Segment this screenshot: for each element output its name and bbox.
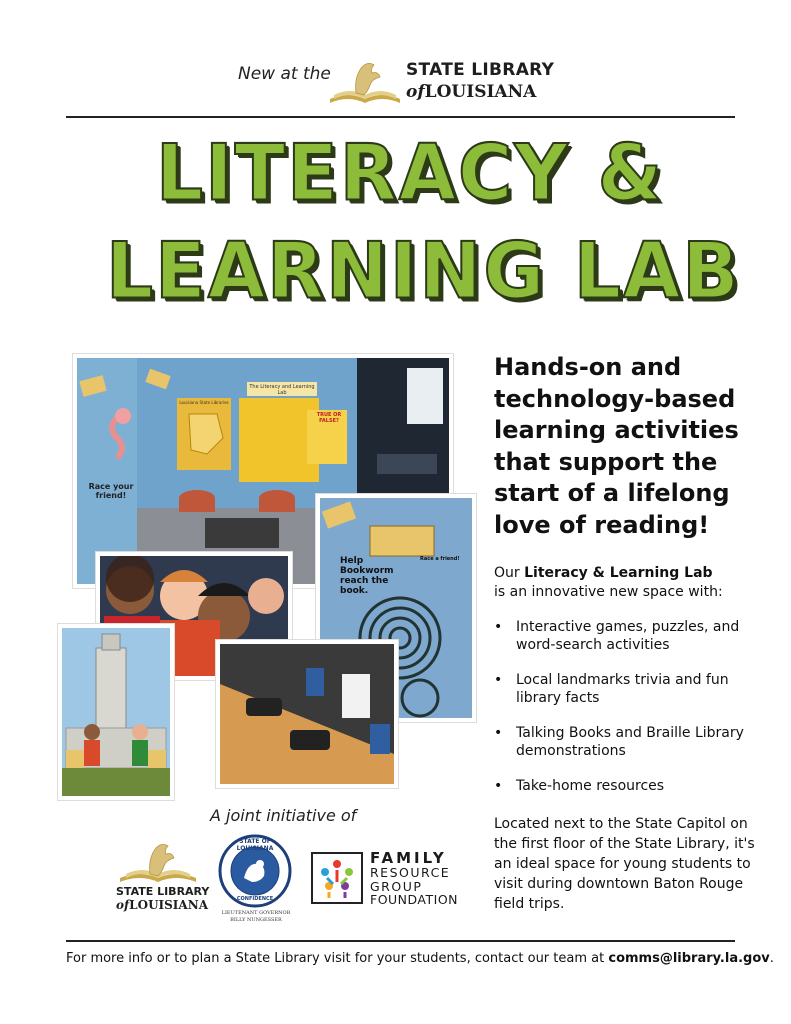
state-library-logo-icon — [116, 840, 200, 884]
title-line-1: LITERACY & — [156, 127, 665, 219]
footer-divider — [66, 940, 735, 942]
capitol-mural-photo — [58, 624, 174, 800]
header-library-name: STATE LIBRARY — [406, 60, 555, 80]
list-item: • Interactive games, puzzles, and word-search activities — [494, 618, 764, 654]
frg-name-line-2: RESOURCE — [370, 865, 451, 880]
partner-library-state: ofLOUISIANA — [116, 898, 209, 912]
seal-text-bottom: CONFIDENCE — [236, 896, 274, 902]
frg-name-line-4: FOUNDATION — [370, 892, 459, 907]
partner-library-name: STATE LIBRARY — [116, 885, 210, 898]
list-item: • Take-home resources — [494, 777, 764, 795]
lab-sign-text: The Literacy and Learning Lab — [249, 384, 315, 396]
header-divider — [66, 116, 735, 118]
seal-text-top: STATE OF LOUISIANA — [236, 838, 274, 852]
lab-name: Literacy & Learning Lab — [524, 565, 713, 581]
map-label: Louisiana State Libraries — [179, 400, 229, 405]
maze-race-text: Race a friend! — [420, 556, 460, 562]
location-text: Located next to the State Capitol on the first floor of the State Library, it's an ideal space for young students to visit during downtown Baton Rouge field trips. — [494, 816, 755, 912]
headline: Hands-on and technology-based learning activities that support the start of a lifelong love of reading! — [494, 353, 739, 539]
list-item: • Local landmarks trivia and fun library facts — [494, 671, 764, 707]
title-line-2: LEARNING LAB — [106, 225, 741, 317]
wall-race-text: Race your friend! — [88, 482, 134, 500]
header-library-state: ofLOUISIANA — [406, 82, 537, 102]
seal-caption-name: BILLY NUNGESSER — [230, 917, 282, 923]
frg-name-line-3: GROUP — [370, 879, 423, 894]
footer-text: For more info or to plan a State Library visit for your students, contact our team at comms@library.la.gov. — [66, 951, 774, 966]
seal-caption-title: LIEUTENANT GOVERNOR — [221, 910, 291, 916]
intro-text: Our Literacy & Learning Lab is an innovative new space with: — [494, 565, 723, 600]
joint-initiative-label: A joint initiative of — [210, 806, 357, 825]
list-item: • Talking Books and Braille Library demonstrations — [494, 724, 764, 760]
frg-name-line-1: FAMILY — [370, 849, 447, 867]
feature-list — [494, 618, 764, 812]
family-resource-group-logo-icon — [311, 852, 363, 904]
open-book-logo-icon — [326, 55, 404, 107]
contact-email-link[interactable]: comms@library.la.gov — [608, 951, 770, 966]
maze-instruction: Help Bookworm reach the book. — [340, 556, 394, 596]
talking-books-photo — [216, 640, 398, 788]
header-new-at: New at the — [238, 64, 331, 84]
quiz-label: TRUE OR FALSE? — [316, 412, 342, 424]
